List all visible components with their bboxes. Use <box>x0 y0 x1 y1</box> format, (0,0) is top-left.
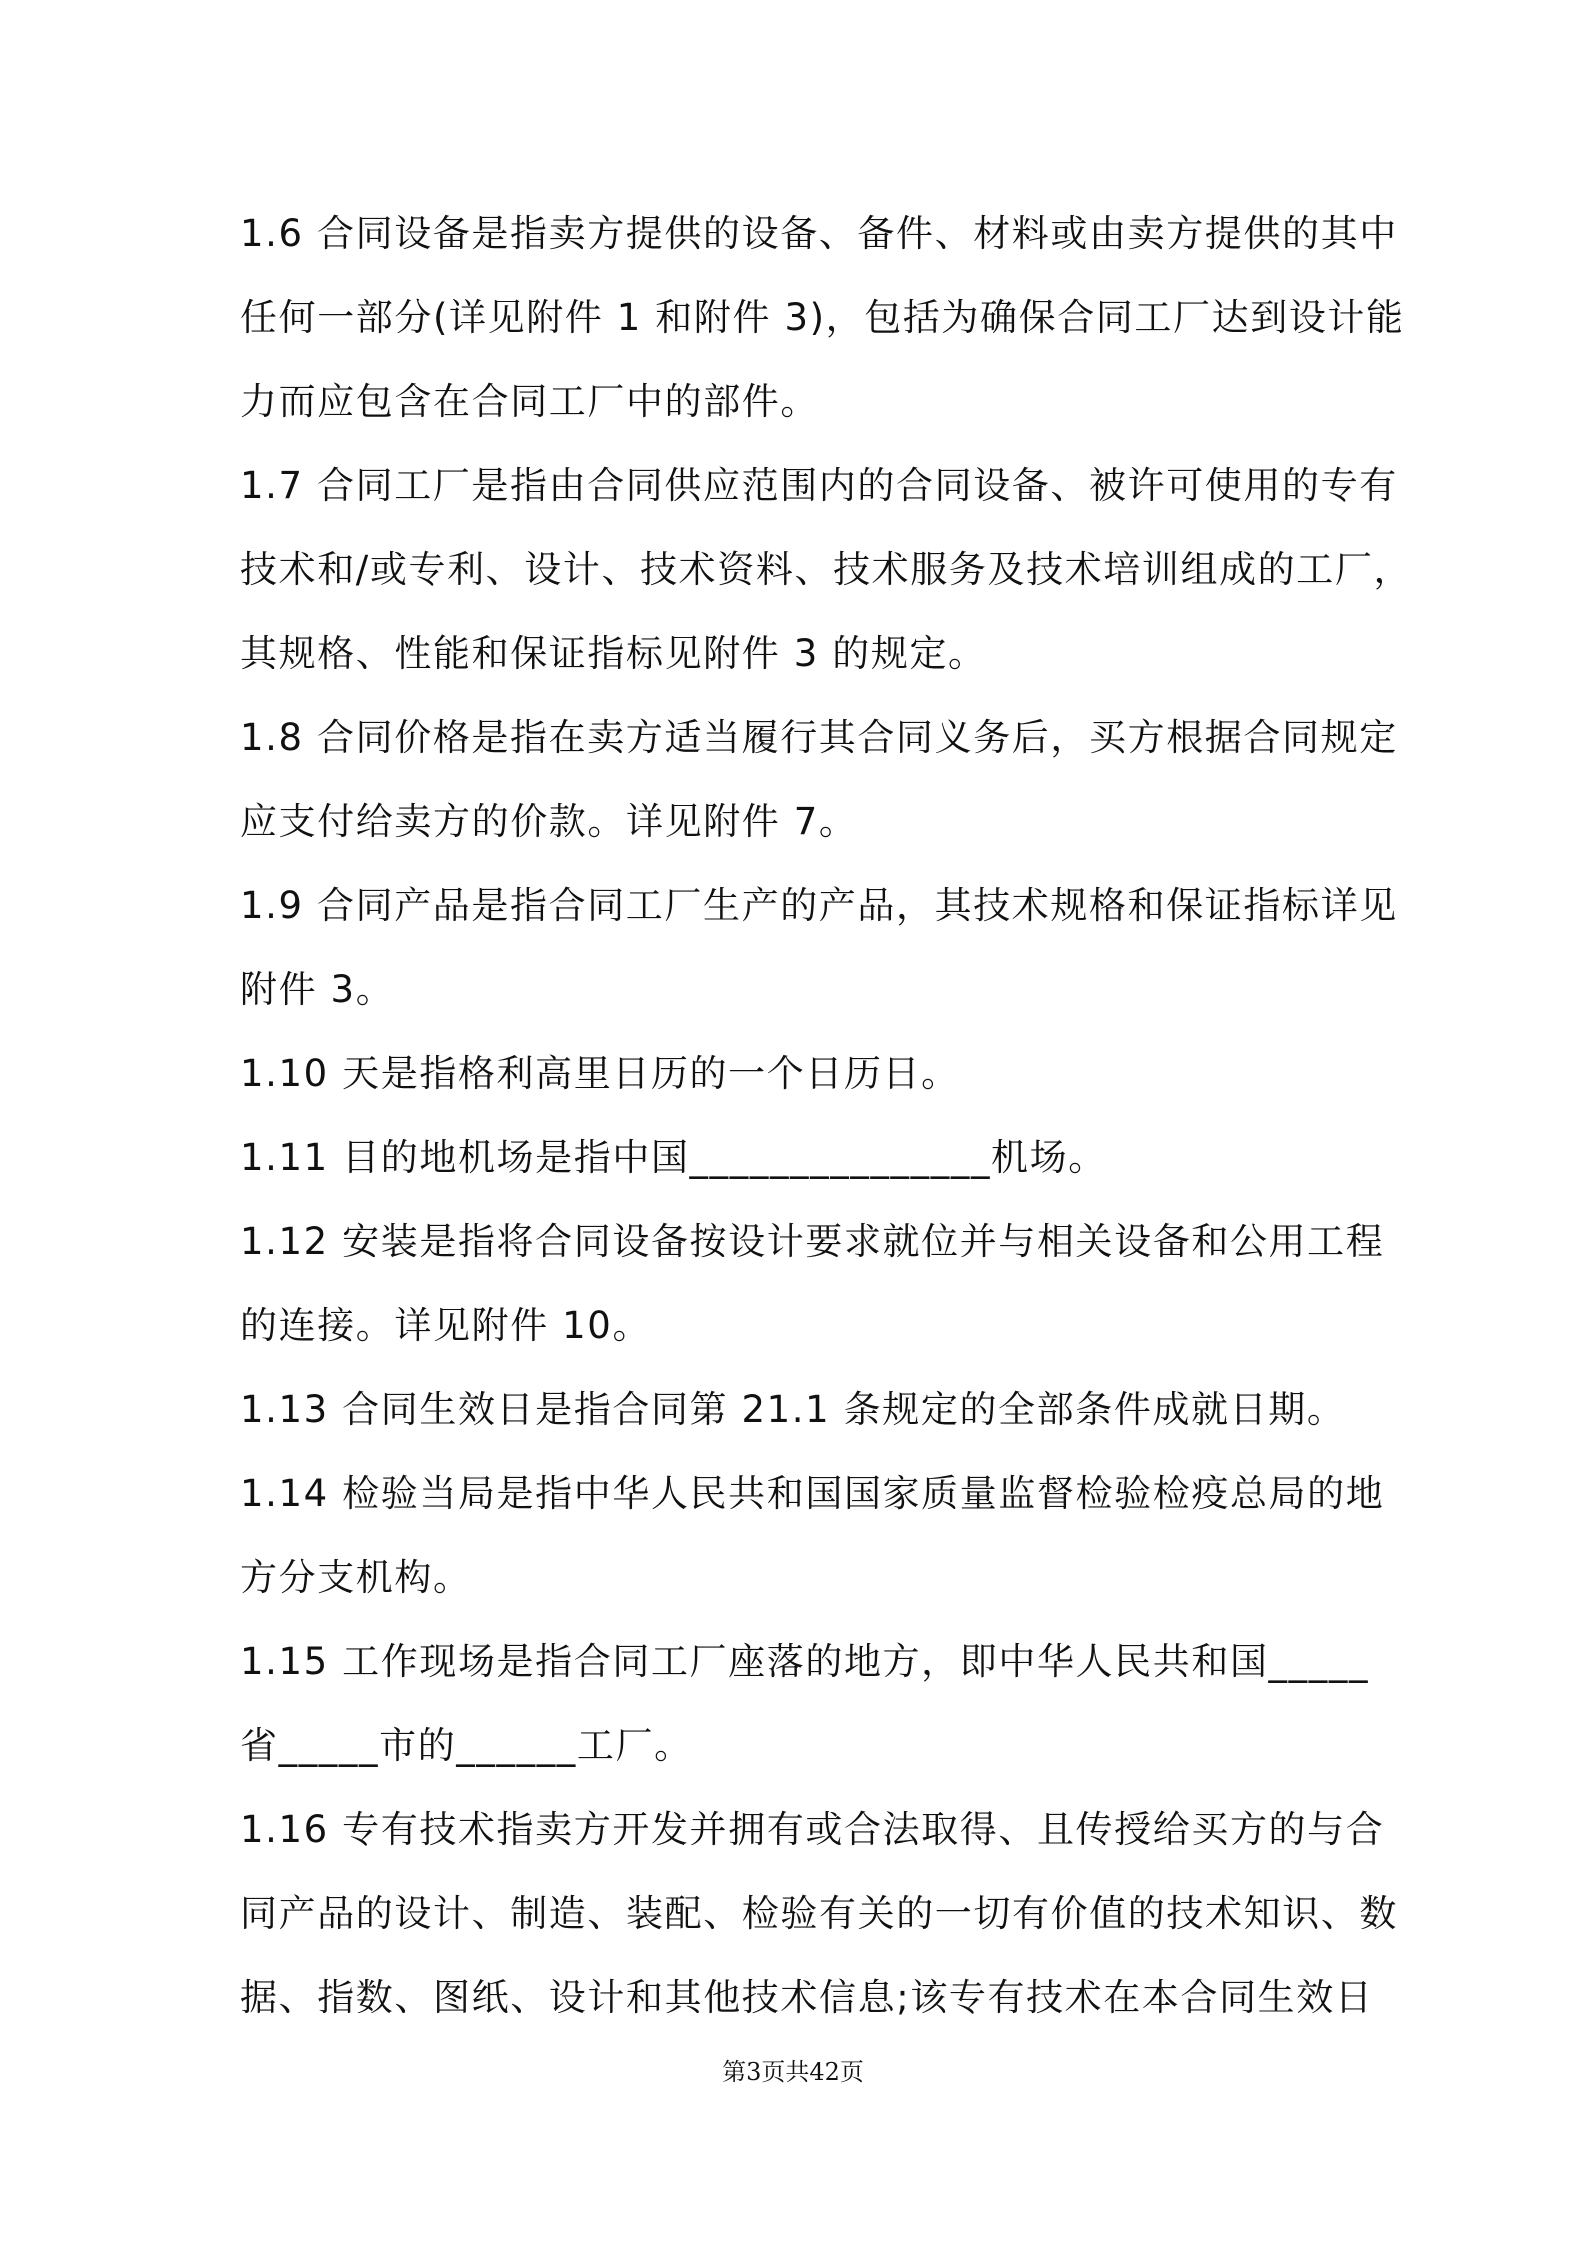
page-number-footer: 第3页共42页 <box>722 2058 864 2086</box>
text-line: 任何一部分(详见附件 1 和附件 3)，包括为确保合同工厂达到设计能 <box>240 296 1405 339</box>
text-line: 的连接。详见附件 10。 <box>240 1304 652 1347</box>
text-line: 力而应包含在合同工厂中的部件。 <box>240 380 819 423</box>
text-line: 1.11 目的地机场是指中国_______________机场。 <box>240 1136 1107 1179</box>
text-line: 1.9 合同产品是指合同工厂生产的产品，其技术规格和保证指标详见 <box>240 884 1398 927</box>
text-line: 1.15 工作现场是指合同工厂座落的地方，即中华人民共和国_____ <box>240 1640 1370 1683</box>
text-line: 同产品的设计、制造、装配、检验有关的一切有价值的技术知识、数 <box>240 1892 1398 1935</box>
text-line: 1.12 安装是指将合同设备按设计要求就位并与相关设备和公用工程 <box>240 1220 1385 1263</box>
text-line: 1.16 专有技术指卖方开发并拥有或合法取得、且传授给买方的与合 <box>240 1808 1385 1851</box>
text-line: 1.7 合同工厂是指由合同供应范围内的合同设备、被许可使用的专有 <box>240 464 1398 507</box>
text-line: 方分支机构。 <box>240 1556 472 1599</box>
text-line: 据、指数、图纸、设计和其他技术信息;该专有技术在本合同生效日 <box>240 1976 1374 2019</box>
text-line: 其规格、性能和保证指标见附件 3 的规定。 <box>240 632 987 675</box>
text-line: 应支付给卖方的价款。详见附件 7。 <box>240 800 858 843</box>
document-body <box>240 192 1413 2040</box>
text-line: 1.8 合同价格是指在卖方适当履行其合同义务后，买方根据合同规定 <box>240 716 1398 759</box>
text-line: 附件 3。 <box>240 968 395 1011</box>
text-line: 1.6 合同设备是指卖方提供的设备、备件、材料或由卖方提供的其中 <box>240 212 1398 255</box>
text-line: 1.10 天是指格利高里日历的一个日历日。 <box>240 1052 960 1095</box>
text-line: 省_____市的______工厂。 <box>240 1724 693 1767</box>
text-line: 技术和/或专利、设计、技术资料、技术服务及技术培训组成的工厂， <box>240 548 1413 591</box>
text-line: 1.14 检验当局是指中华人民共和国国家质量监督检验检疫总局的地 <box>240 1472 1385 1515</box>
text-line: 1.13 合同生效日是指合同第 21.1 条规定的全部条件成就日期。 <box>240 1388 1346 1431</box>
